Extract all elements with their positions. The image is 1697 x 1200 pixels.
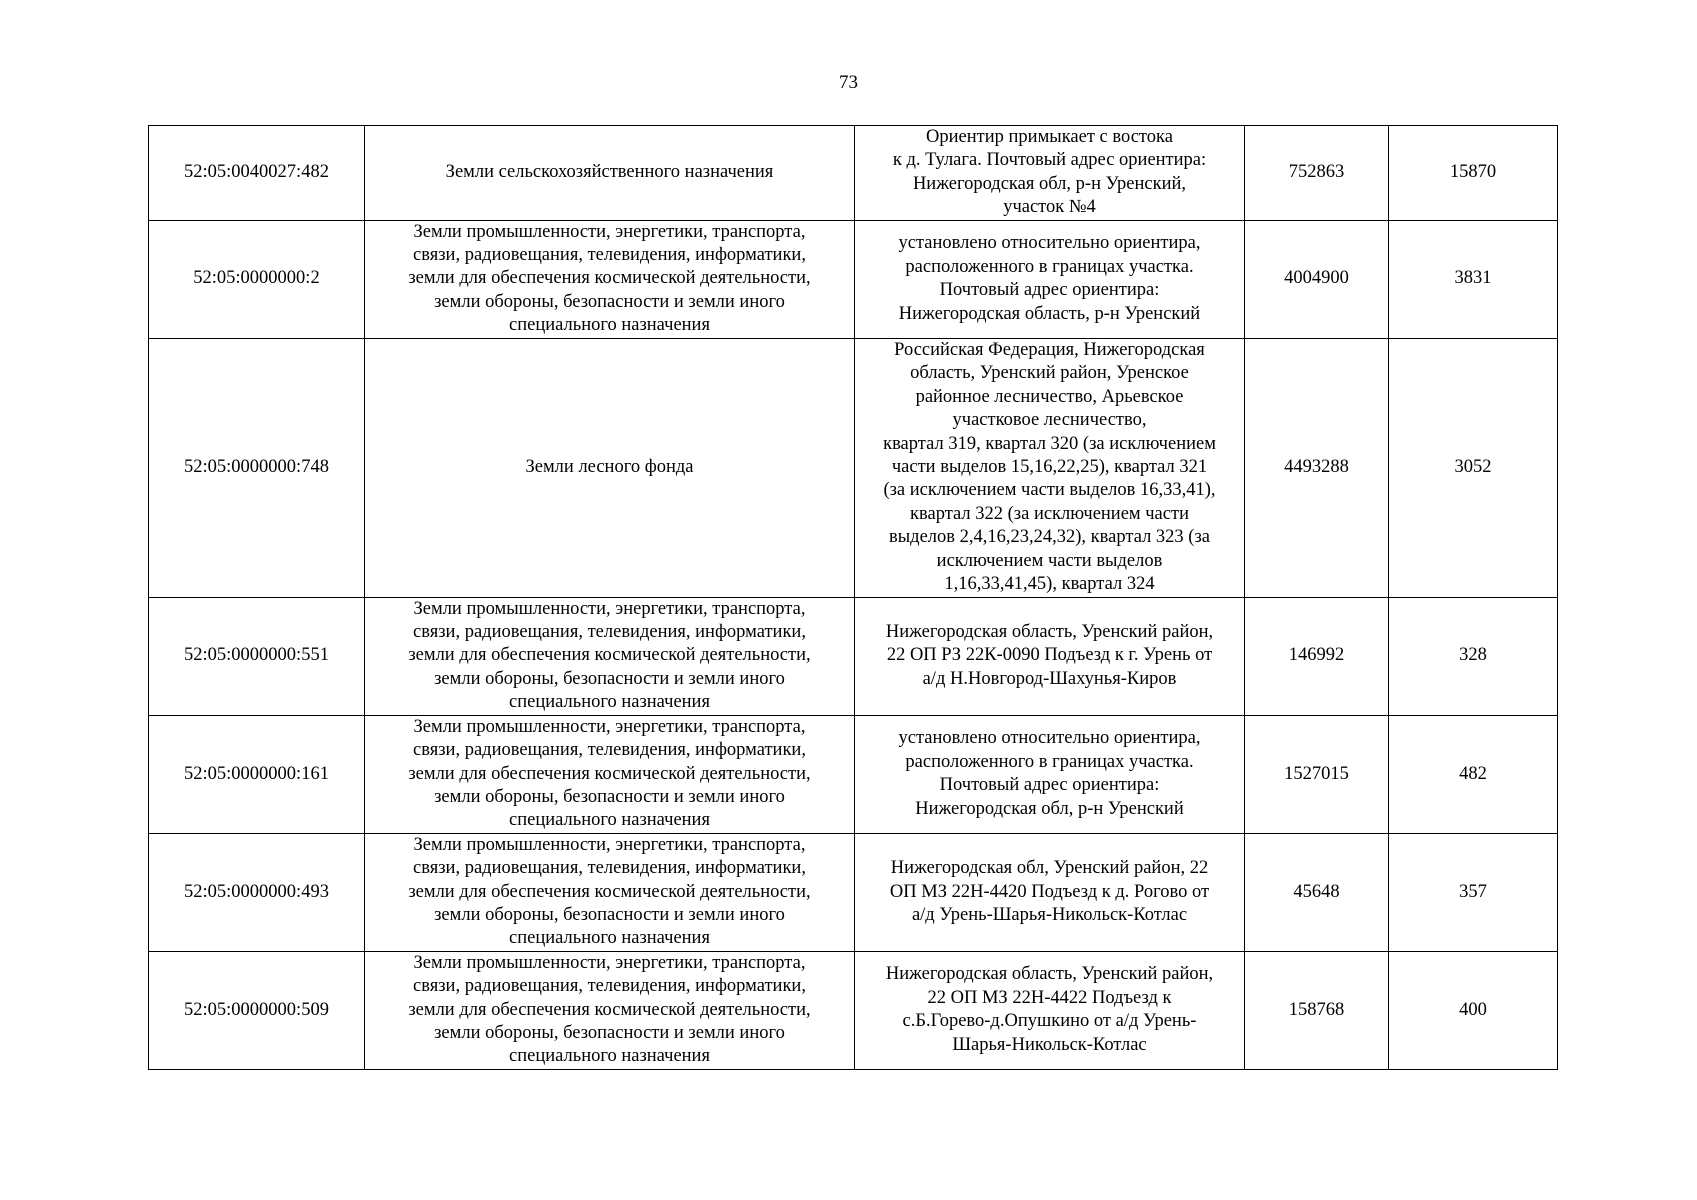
cadastral-number-cell: 52:05:0000000:2	[149, 220, 365, 338]
value-cell: 400	[1389, 951, 1558, 1069]
cadastral-number-cell: 52:05:0000000:509	[149, 951, 365, 1069]
table-row	[149, 338, 1558, 597]
area-cell: 158768	[1245, 951, 1389, 1069]
value-cell: 328	[1389, 597, 1558, 715]
value-cell: 482	[1389, 715, 1558, 833]
cadastral-number-cell: 52:05:0000000:161	[149, 715, 365, 833]
land-category-cell: Земли промышленности, энергетики, транспорта, связи, радиовещания, телевидения, информатики, земли для обеспечения космической деятельности, земли обороны, безопасности и земли иного специального назначения	[365, 597, 855, 715]
address-cell: Ориентир примыкает с востока к д. Тулага. Почтовый адрес ориентира: Нижегородская обл, р-н Уренский, участок №4	[855, 126, 1245, 221]
value-cell: 357	[1389, 833, 1558, 951]
cadastral-number-cell: 52:05:0000000:493	[149, 833, 365, 951]
address-cell: установлено относительно ориентира, расположенного в границах участка. Почтовый адрес ориентира: Нижегородская обл, р-н Уренский	[855, 715, 1245, 833]
value-cell: 3831	[1389, 220, 1558, 338]
land-category-cell: Земли сельскохозяйственного назначения	[365, 126, 855, 221]
cadastral-number-cell: 52:05:0000000:748	[149, 338, 365, 597]
table-row	[149, 951, 1558, 1069]
page-number: 73	[839, 72, 858, 93]
table-row	[149, 597, 1558, 715]
area-cell: 146992	[1245, 597, 1389, 715]
address-cell: Российская Федерация, Нижегородская область, Уренский район, Уренское районное лесничество, Арьевское участковое лесничество, квартал 319, квартал 320 (за исключением части выделов 15,16,22,25), квартал 321 (за исключением части выделов 16,33,41), квартал 322 (за исключением части выделов 2,4,16,23,24,32), квартал 323 (за исключением части выделов 1,16,33,41,45), квартал 324	[855, 338, 1245, 597]
address-cell: Нижегородская область, Уренский район, 22 ОП МЗ 22Н-4422 Подъезд к с.Б.Горево-д.Опушкино от а/д Урень- Шарья-Никольск-Котлас	[855, 951, 1245, 1069]
land-category-cell: Земли промышленности, энергетики, транспорта, связи, радиовещания, телевидения, информатики, земли для обеспечения космической деятельности, земли обороны, безопасности и земли иного специального назначения	[365, 833, 855, 951]
table-row	[149, 833, 1558, 951]
area-cell: 4493288	[1245, 338, 1389, 597]
land-category-cell: Земли промышленности, энергетики, транспорта, связи, радиовещания, телевидения, информатики, земли для обеспечения космической деятельности, земли обороны, безопасности и земли иного специального назначения	[365, 715, 855, 833]
area-cell: 752863	[1245, 126, 1389, 221]
value-cell: 3052	[1389, 338, 1558, 597]
address-cell: Нижегородская обл, Уренский район, 22 ОП МЗ 22Н-4420 Подъезд к д. Рогово от а/д Урень-Шарья-Никольск-Котлас	[855, 833, 1245, 951]
area-cell: 45648	[1245, 833, 1389, 951]
area-cell: 4004900	[1245, 220, 1389, 338]
cadastral-number-cell: 52:05:0040027:482	[149, 126, 365, 221]
land-parcels-table	[148, 125, 1558, 1070]
address-cell: установлено относительно ориентира, расположенного в границах участка. Почтовый адрес ориентира: Нижегородская область, р-н Уренский	[855, 220, 1245, 338]
cadastral-number-cell: 52:05:0000000:551	[149, 597, 365, 715]
land-category-cell: Земли лесного фонда	[365, 338, 855, 597]
address-cell: Нижегородская область, Уренский район, 22 ОП РЗ 22К-0090 Подъезд к г. Урень от а/д Н.Новгород-Шахунья-Киров	[855, 597, 1245, 715]
table-row	[149, 220, 1558, 338]
table-row	[149, 715, 1558, 833]
land-category-cell: Земли промышленности, энергетики, транспорта, связи, радиовещания, телевидения, информатики, земли для обеспечения космической деятельности, земли обороны, безопасности и земли иного специального назначения	[365, 951, 855, 1069]
land-category-cell: Земли промышленности, энергетики, транспорта, связи, радиовещания, телевидения, информатики, земли для обеспечения космической деятельности, земли обороны, безопасности и земли иного специального назначения	[365, 220, 855, 338]
value-cell: 15870	[1389, 126, 1558, 221]
table-row	[149, 126, 1558, 221]
area-cell: 1527015	[1245, 715, 1389, 833]
